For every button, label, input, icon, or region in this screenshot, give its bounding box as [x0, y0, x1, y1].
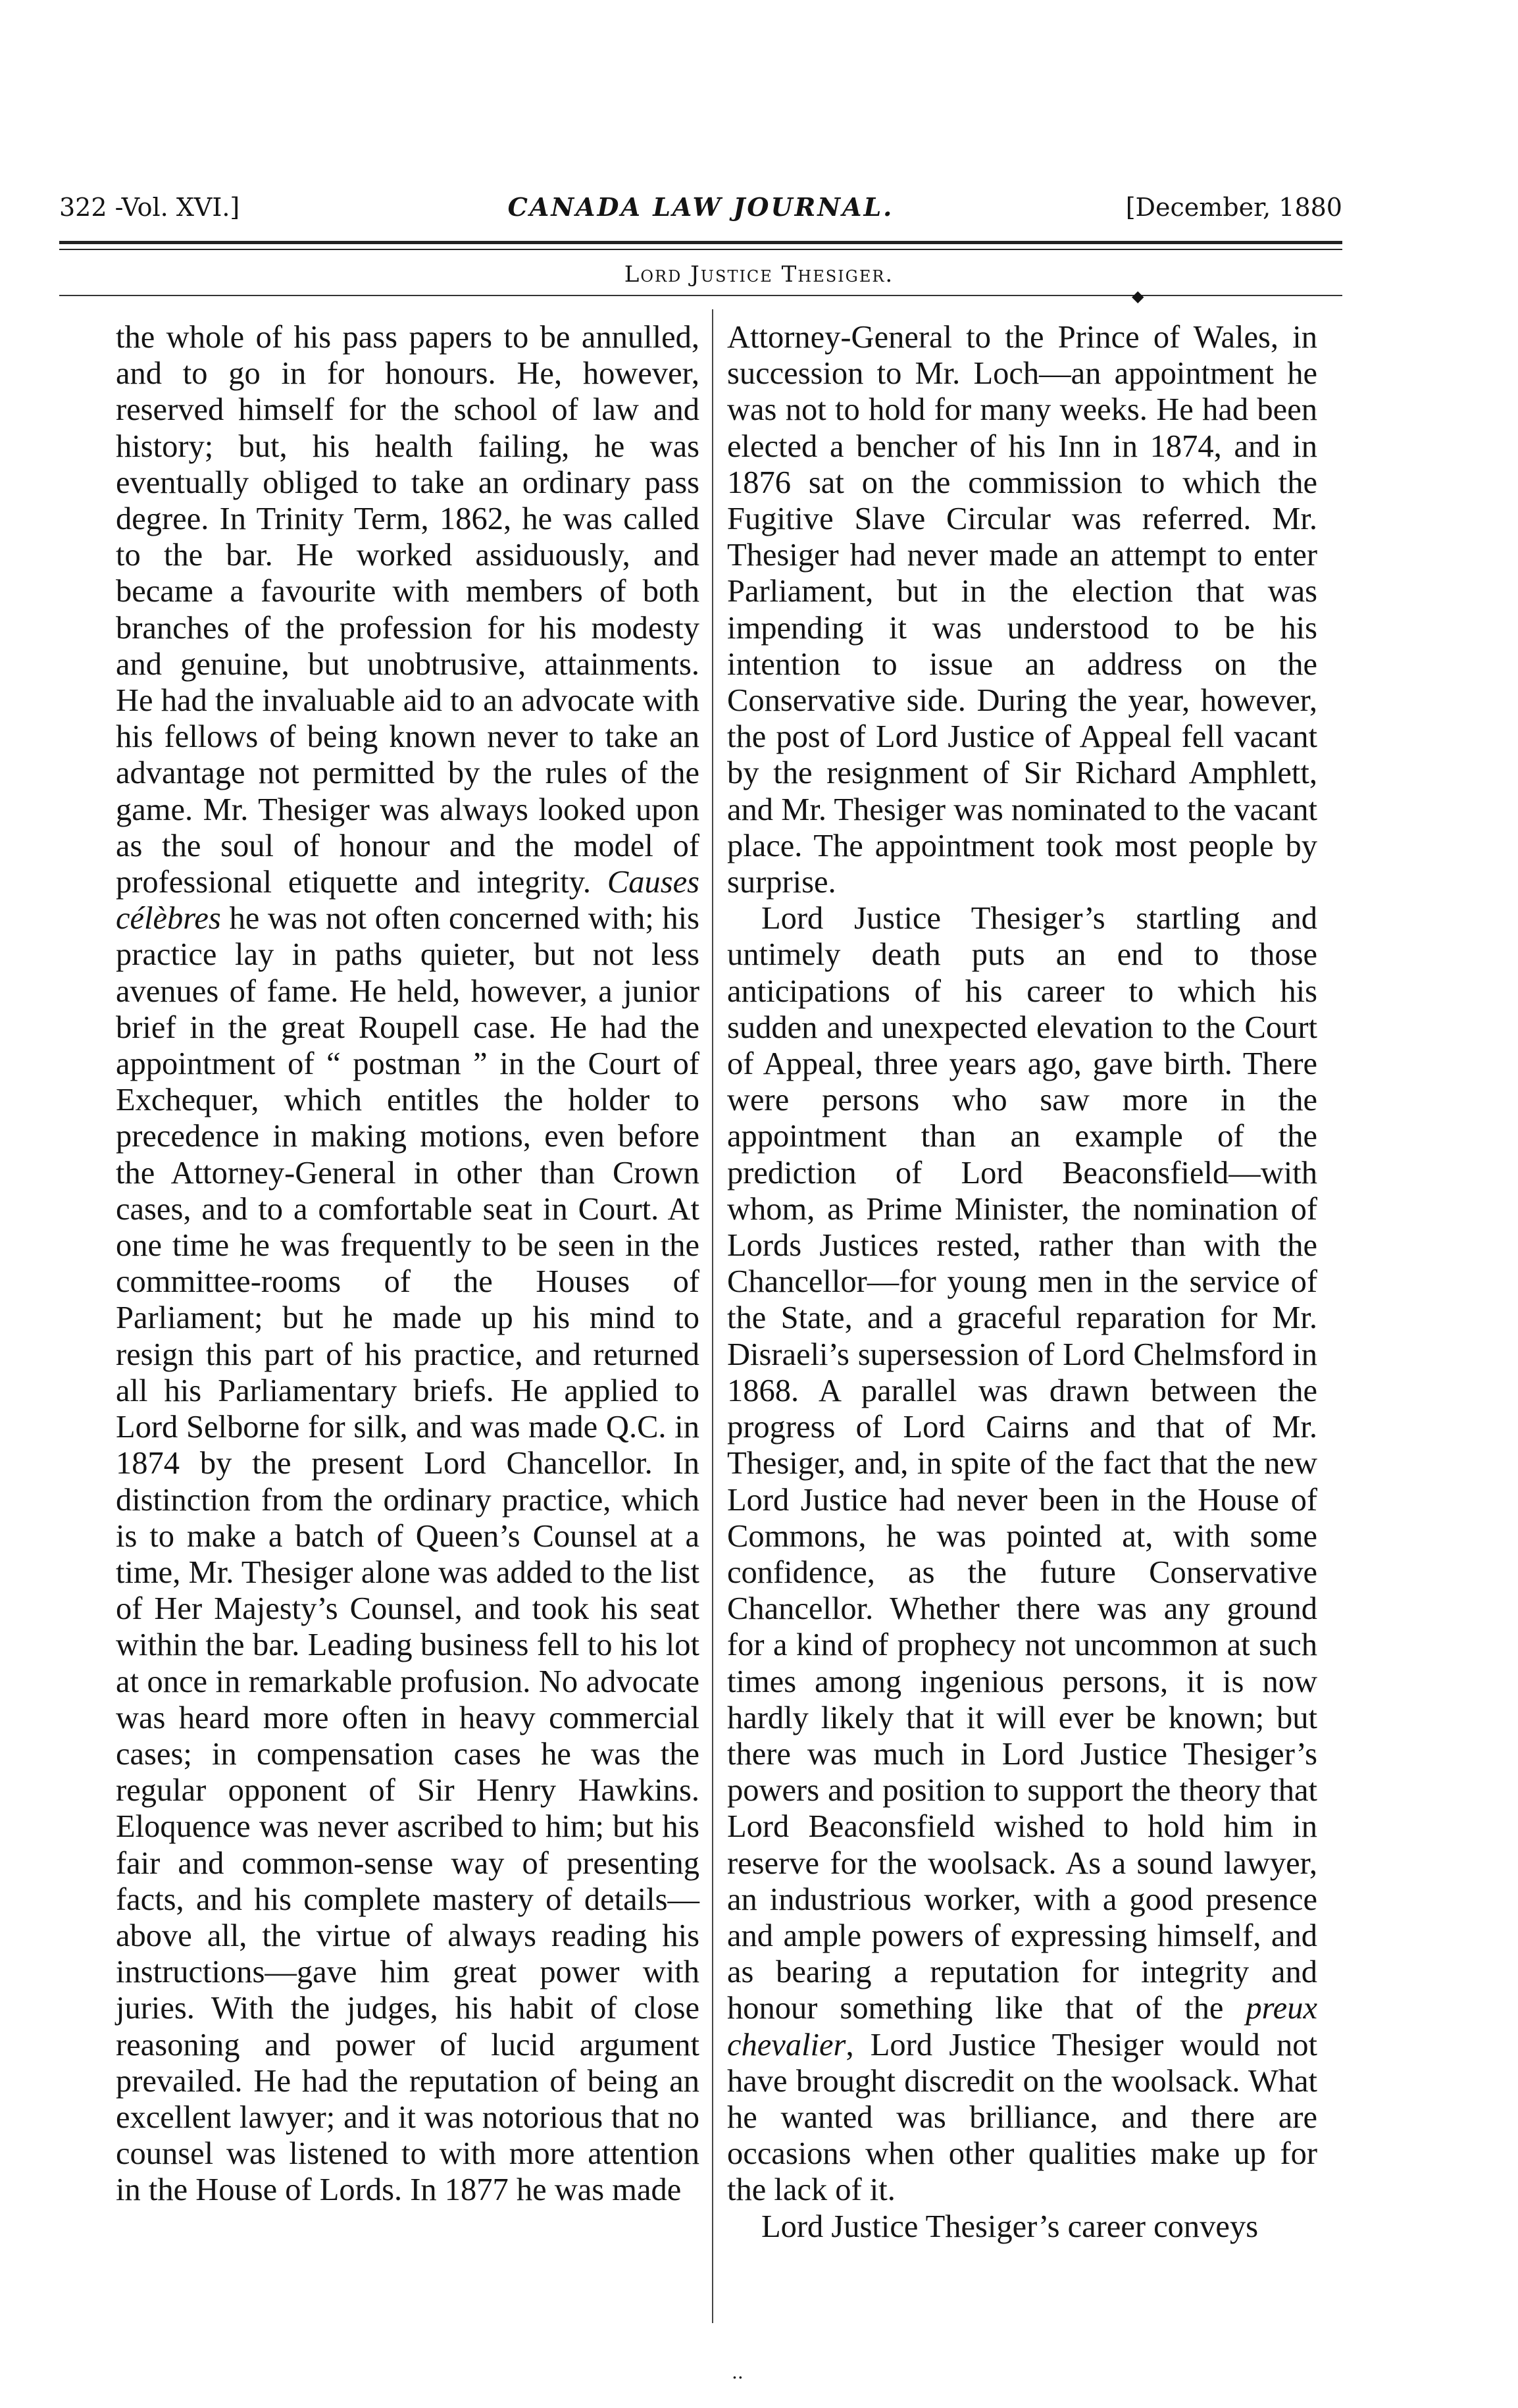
right-text-part-1: Lord Justice Thesiger’s startling and untimely death puts an end to those anticipations of his career to which his sudden and unexpected elevation to the Court of Appeal, three years ago, gave birth. There were persons who saw more in the appointment than an example of the prediction of Lord Beaconsfield—with whom, as Prime Minister, the nomination of Lords Justices rested, rather than with the Chancellor—for young men in the service of the State, and a graceful reparation for Mr. Disraeli’s supersession of Lord Chelmsford in 1868. A parallel was drawn between the progress of Lord Cairns and that of Mr. Thesiger, and, in spite of the fact that the new Lord Justice had never been in the House of Commons, he was pointed at, with some confidence, as the future Conservative Chancellor. Whether there was any ground for a kind of prophecy not uncommon at such times among ingenious persons, it is now hardly likely that it will ever be known; but there was much in Lord Justice Thesiger’s powers and position to support the theory that Lord Beaconsfield wished to hold him in reserve for the woolsack. As a sound lawyer, an industrious worker, with a good presence and ample powers of expressing himself, and as bearing a reputation for integrity and honour something like that of the: [727, 901, 1317, 2026]
right-paragraph-3: Lord Justice Thesiger’s career conveys: [761, 2209, 1259, 2244]
left-column: [116, 319, 699, 2209]
page-volume-number: 322 -Vol. XVI.]: [59, 193, 240, 222]
right-column: [727, 319, 1317, 2245]
italic-causes-celebres: Causes célèbres: [116, 865, 699, 936]
italic-preux-chevalier: preux chevalier: [727, 1991, 1317, 2062]
right-paragraph-1: Attorney-General to the Prince of Wales, in succession to Mr. Loch—an appointment he was not to hold for many weeks. He had been elected a bencher of his Inn in 1874, and in 1876 sat on the commission to which the Fugitive Slave Circular was referred. Mr. Thesiger had never made an attempt to enter Parliament, but in the election that was impending it was understood to be his intention to issue an address on the Conservative side. During the year, however, the post of Lord Justice of Appeal fell vacant by the resignment of Sir Richard Amphlett, and Mr. Thesiger was nominated to the vacant place. The appointment took most people by surprise.: [727, 320, 1317, 900]
left-text-part-1: the whole of his pass papers to be annulled, and to go in for honours. He, however, reserved himself for the school of law and history; but, his health failing, he was eventually obliged to take an ordinary pass degree. In Trinity Term, 1862, he was called to the bar. He worked assiduously, and became a favourite with members of both branches of the profession for his modesty and genuine, but unobtrusive, attainments. He had the invaluable aid to an advocate with his fellows of being known never to take an advantage not permitted by the rules of the game. Mr. Thesiger was always looked upon as the soul of honour and the model of professional etiquette and integrity.: [116, 320, 699, 900]
rule-ornament: ◆: [1132, 287, 1144, 305]
column-divider: [712, 309, 713, 2323]
journal-title: CANADA LAW JOURNAL.: [507, 192, 894, 222]
right-text-part-2: , Lord Justice Thesiger would not have brought discredit on the woolsack. What he wanted was brilliance, and there are occasions when other qualities make up for the lack of it.: [727, 2027, 1317, 2208]
title-rule: [59, 295, 1342, 296]
right-paragraph-2: [727, 900, 1317, 2208]
header-rule-thin: [59, 249, 1342, 250]
page-footer-mark: ..: [732, 2361, 744, 2383]
page-header: [59, 191, 1342, 243]
header-rule-thick: [59, 241, 1342, 244]
left-paragraph: [116, 319, 699, 2209]
left-text-part-2: he was not often concerned with; his practice lay in paths quieter, but not less avenues of fame. He held, however, a junior brief in the great Roupell case. He had the appointment of “ postman ” in the Court of Exchequer, which entitles the holder to precedence in making motions, even before the Attorney-General in other than Crown cases, and to a comfortable seat in Court. At one time he was frequently to be seen in the committee-rooms of the Houses of Parliament; but he made up his mind to resign this part of his practice, and returned all his Parliamentary briefs. He applied to Lord Selborne for silk, and was made Q.C. in 1874 by the present Lord Chancellor. In distinction from the ordinary practice, which is to make a batch of Queen’s Counsel at a time, Mr. Thesiger alone was added to the list of Her Majesty’s Counsel, and took his seat within the bar. Leading business fell to his lot at once in remarkable profusion. No advocate was heard more often in heavy commercial cases; in compensation cases he was the regular opponent of Sir Henry Hawkins. Eloquence was never ascribed to him; but his fair and common-sense way of presenting facts, and his complete mastery of details—above all, the virtue of always reading his instructions—gave him great power with juries. With the judges, his habit of close reasoning and power of lucid argument prevailed. He had the reputation of being an excellent lawyer; and it was notorious that no counsel was listened to with more attention in the House of Lords. In 1877 he was made: [116, 901, 699, 2208]
issue-date: [December, 1880: [1125, 193, 1342, 222]
running-title: Lord Justice Thesiger.: [624, 261, 894, 288]
